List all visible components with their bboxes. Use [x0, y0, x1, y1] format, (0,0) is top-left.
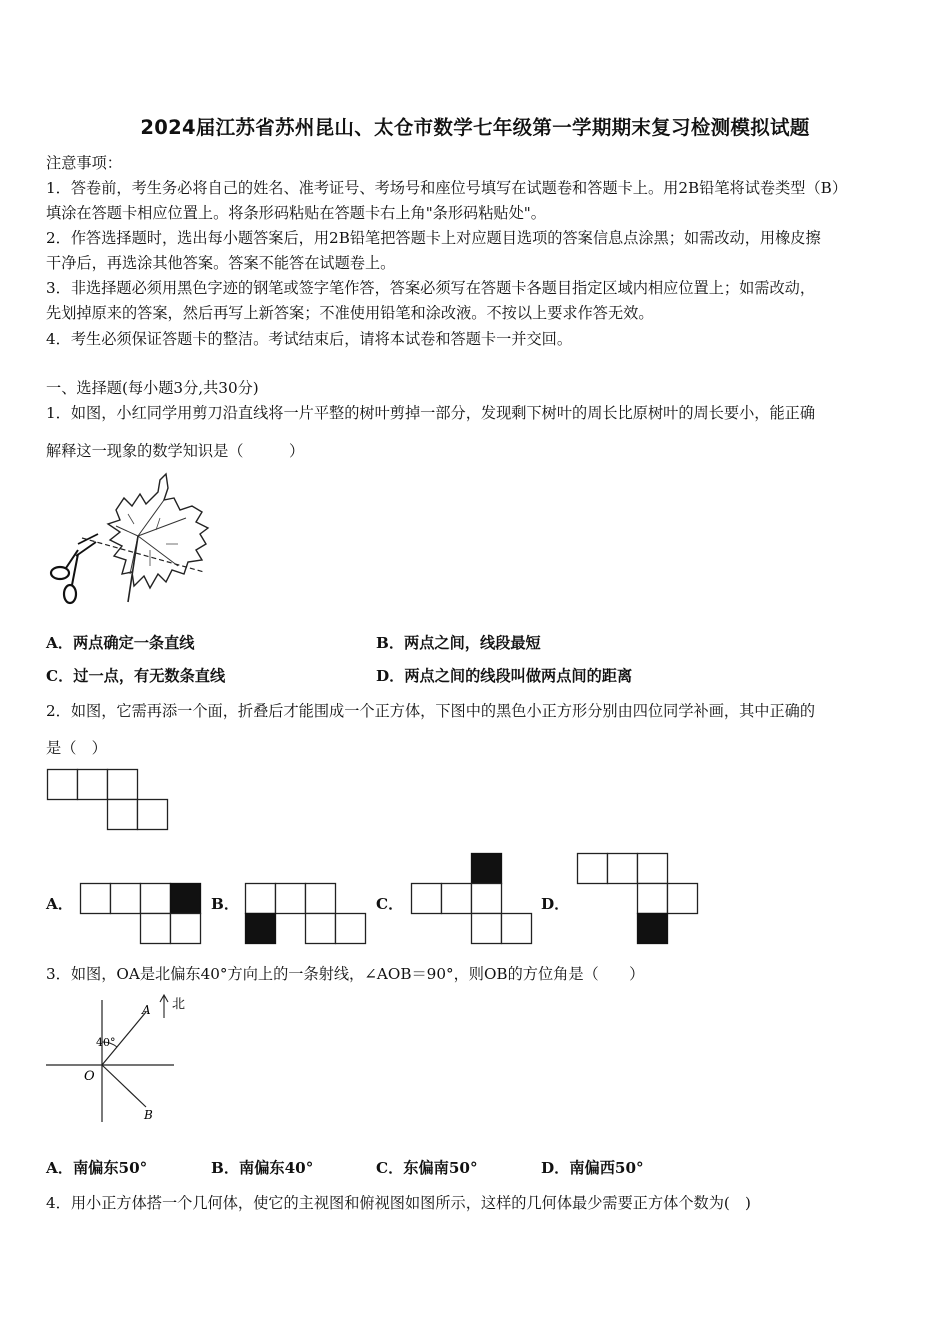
question-4-stem: 4．用小正方体搭一个几何体，使它的主视图和俯视图如图所示，这样的几何体最少需要正方体个数为( )	[46, 1194, 751, 1212]
q3-option-b: B．南偏东40°	[211, 1159, 314, 1177]
q2-option-c-label: C．	[376, 895, 404, 913]
notice-line: 干净后，再选涂其他答案。答案不能答在试题卷上。	[46, 254, 396, 272]
point-a-label: A	[142, 1003, 151, 1017]
question-2-stem-cont: 是（ ）	[46, 739, 107, 757]
q1-option-a: A．两点确定一条直线	[46, 634, 195, 652]
q1-option-d: D．两点之间的线段叫做两点间的距离	[376, 667, 633, 685]
cube-net-figure	[47, 769, 171, 831]
notice-line: 4．考生必须保证答题卡的整洁。考试结束后，请将本试卷和答题卡一并交回。	[46, 330, 573, 348]
leaf-scissors-figure	[46, 470, 216, 610]
q3-option-d: D．南偏西50°	[541, 1159, 644, 1177]
q1-option-c: C．过一点，有无数条直线	[46, 667, 226, 685]
q2-option-d-net	[577, 853, 701, 945]
compass-angle-figure	[46, 992, 196, 1122]
notice-line: 2．作答选择题时，选出每小题答案后，用2B铅笔把答题卡上对应题目选项的答案信息点涂黑；如需改动，用橡皮擦	[46, 229, 821, 247]
question-1-stem-cont: 解释这一现象的数学知识是（ ）	[46, 442, 305, 460]
notice-line: 3．非选择题必须用黑色字迹的钢笔或签字笔作答，答案必须写在答题卡各题目指定区域内相应位置上；如需改动，	[46, 279, 816, 297]
notice-line: 先划掉原来的答案，然后再写上新答案；不准使用铅笔和涂改液。不按以上要求作答无效。	[46, 304, 654, 322]
q2-option-b-label: B．	[211, 895, 240, 913]
section-heading: 一、选择题(每小题3分,共30分)	[46, 379, 259, 397]
q3-option-a: A．南偏东50°	[46, 1159, 148, 1177]
q3-option-c: C．东偏南50°	[376, 1159, 478, 1177]
q2-option-b-net	[245, 883, 369, 945]
question-1-stem: 1．如图，小红同学用剪刀沿直线将一片平整的树叶剪掉一部分，发现剩下树叶的周长比原树叶的周长要小，能正确	[46, 404, 816, 422]
q2-option-a-net	[80, 883, 204, 945]
q2-option-c-net	[411, 853, 535, 945]
question-2-stem: 2．如图，它需再添一个面，折叠后才能围成一个正方体，下图中的黑色小正方形分别由四位同学补画，其中正确的	[46, 702, 816, 720]
point-b-label: B	[144, 1108, 153, 1122]
q2-option-d-label: D．	[541, 895, 570, 913]
notice-line: 填涂在答题卡相应位置上。将条形码粘贴在答题卡右上角"条形码粘贴处"。	[46, 204, 546, 222]
notice-heading: 注意事项：	[46, 154, 122, 172]
q2-option-a-label: A．	[46, 895, 73, 913]
notice-line: 1．答卷前，考生务必将自己的姓名、准考证号、考场号和座位号填写在试题卷和答题卡上。用2B铅笔将试卷类型（B）	[46, 179, 848, 197]
q1-option-b: B．两点之间，线段最短	[376, 634, 541, 652]
angle-label: 40°	[96, 1036, 116, 1049]
point-o-label: O	[84, 1069, 95, 1084]
question-3-stem: 3．如图，OA是北偏东40°方向上的一条射线，∠AOB＝90°，则OB的方位角是（ ）	[46, 965, 645, 983]
north-label: 北	[172, 997, 186, 1012]
page-title: 2024届江苏省苏州昆山、太仓市数学七年级第一学期期末复习检测模拟试题	[140, 116, 810, 139]
